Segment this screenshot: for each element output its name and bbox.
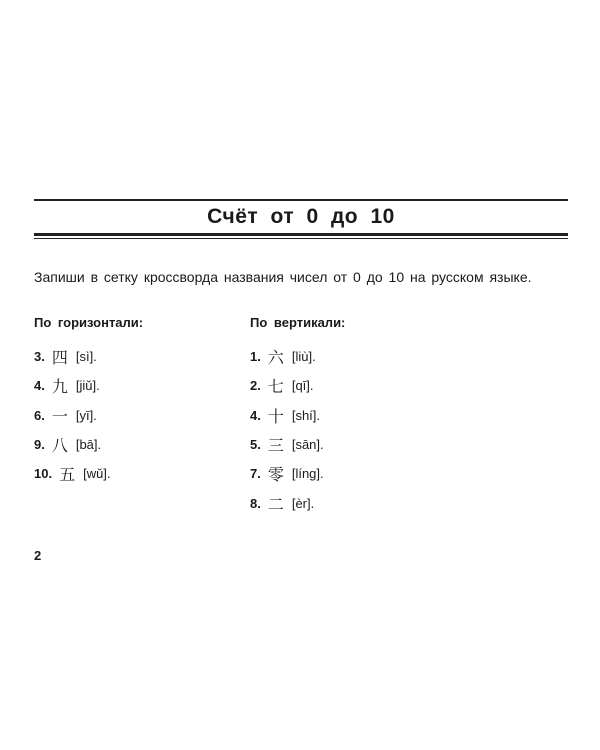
clue-number: 9. [34,437,45,453]
clue-hanzi: 四 [51,348,68,368]
clue-number: 6. [34,407,45,423]
across-heading: По горизонтали: [34,315,144,330]
across-clues [34,314,143,488]
clue-item [250,488,345,517]
clue-number: 3. [34,349,45,365]
clue-hanzi: 十 [267,406,284,426]
clue-pinyin: [jiǔ]. [75,378,100,394]
clue-pinyin: [sān]. [291,437,324,453]
clue-number: 7. [250,466,261,482]
clue-hanzi: 九 [51,377,68,397]
clue-item [250,342,345,371]
clue-hanzi: 八 [51,436,68,456]
clue-number: 4. [250,407,261,423]
clue-item [250,430,345,459]
down-clues [250,314,345,518]
clue-hanzi: 六 [267,348,284,368]
clue-hanzi: 一 [51,406,68,426]
clue-item [250,371,345,400]
clue-hanzi: 七 [267,377,284,397]
clue-number: 8. [250,495,261,511]
clue-item [34,401,143,430]
clue-pinyin: [yī]. [75,407,97,423]
down-heading: По вертикали: [250,315,346,330]
clue-number: 10. [34,466,53,482]
clue-pinyin: [líng]. [291,466,324,482]
clue-pinyin: [liù]. [291,349,316,365]
clue-pinyin: [shí]. [291,407,321,423]
clue-item [34,371,143,400]
clue-item [34,342,143,371]
clue-hanzi: 零 [267,465,284,485]
clue-hanzi: 三 [267,436,284,456]
exercise-instruction: Запиши в сетку кроссворда названия чисел от 0 до 10 на русском языке. [34,269,532,285]
clue-number: 5. [250,437,261,453]
title-rule-top [34,199,568,201]
clue-pinyin: [qī]. [291,378,314,394]
clue-number: 1. [250,349,261,365]
clue-item [250,401,345,430]
clue-hanzi: 二 [267,494,284,514]
clue-hanzi: 五 [59,465,76,485]
clue-item [34,430,143,459]
page-title: Счёт от 0 до 10 [207,205,395,228]
clue-pinyin: [wǔ]. [83,466,111,482]
page-number: 2 [34,548,42,563]
clue-pinyin: [èr]. [291,495,315,511]
clue-number: 2. [250,378,261,394]
clue-number: 4. [34,378,45,394]
title-rule-bottom-thick [34,233,568,236]
title-rule-bottom-thin [34,238,568,239]
clue-pinyin: [bā]. [75,437,102,453]
clue-item [34,459,143,488]
clue-item [250,459,345,488]
clue-pinyin: [sì]. [75,349,97,365]
